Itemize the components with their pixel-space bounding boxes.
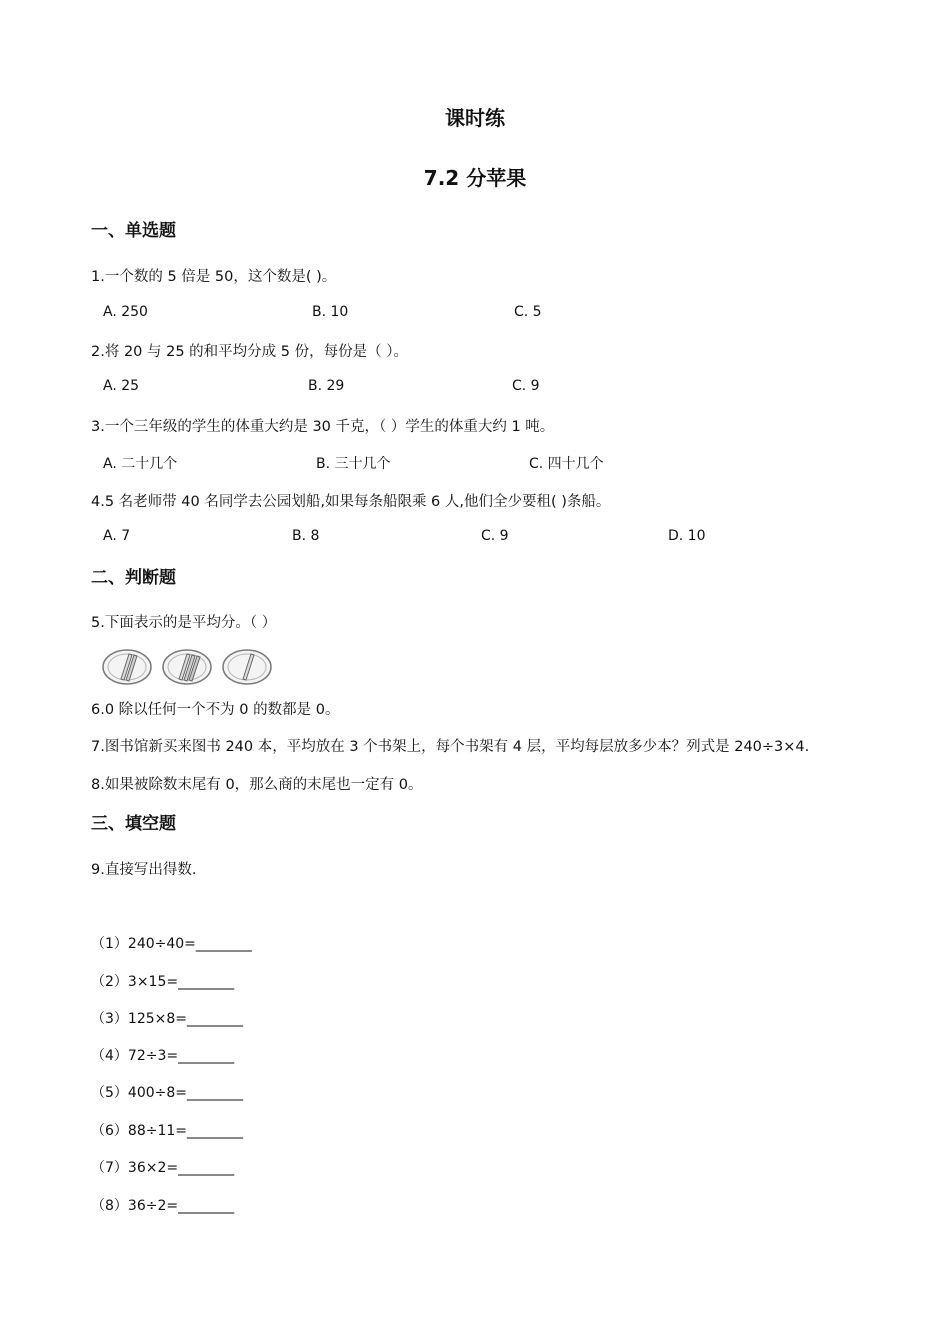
q3-option-a[interactable]: A. 二十几个: [103, 456, 178, 472]
q3-option-b[interactable]: B. 三十几个: [316, 456, 391, 472]
plates-illustration: [101, 646, 273, 692]
q4-option-c[interactable]: C. 9: [481, 528, 509, 544]
question-7: 7.图书馆新买来图书 240 本，平均放在 3 个书架上，每个书架有 4 层，平均每层放多少本？列式是 240÷3×4.: [91, 739, 810, 755]
q1-option-c[interactable]: C. 5: [514, 304, 542, 320]
question-4: 4.5 名老师带 40 名同学去公园划船,如果每条船限乘 6 人,他们全少要租( )条船。: [91, 494, 611, 510]
q2-option-b[interactable]: B. 29: [308, 378, 345, 394]
q1-option-a[interactable]: A. 250: [103, 304, 148, 320]
page-subtitle: 7.2 分苹果: [423, 166, 527, 190]
section-fill-blank: 三、填空题: [91, 814, 176, 834]
q9-item-7: （7）36×2=________: [91, 1160, 235, 1176]
q9-item-3: （3）125×8=________: [91, 1011, 243, 1027]
plate-3: [223, 650, 271, 684]
question-1: 1.一个数的 5 倍是 50，这个数是( )。: [91, 269, 337, 285]
question-3: 3.一个三年级的学生的体重大约是 30 千克，（ ）学生的体重大约 1 吨。: [91, 419, 555, 435]
q9-item-8: （8）36÷2=________: [91, 1198, 235, 1214]
q3-option-c[interactable]: C. 四十几个: [529, 456, 604, 472]
q9-item-5: （5）400÷8=________: [91, 1085, 243, 1101]
q9-item-2: （2）3×15=________: [91, 974, 235, 990]
plate-2: [163, 650, 211, 684]
question-5: 5.下面表示的是平均分。（ ）: [91, 615, 277, 631]
q4-option-a[interactable]: A. 7: [103, 528, 131, 544]
question-9: 9.直接写出得数.: [91, 862, 197, 878]
plate-1: [103, 650, 151, 684]
question-2: 2.将 20 与 25 的和平均分成 5 份，每份是（ ）。: [91, 344, 408, 360]
q9-item-1: （1）240÷40=________: [91, 936, 252, 952]
q4-option-d[interactable]: D. 10: [668, 528, 706, 544]
q2-option-a[interactable]: A. 25: [103, 378, 140, 394]
q2-option-c[interactable]: C. 9: [512, 378, 540, 394]
q1-option-b[interactable]: B. 10: [312, 304, 349, 320]
q4-option-b[interactable]: B. 8: [292, 528, 320, 544]
question-8: 8.如果被除数末尾有 0，那么商的末尾也一定有 0。: [91, 777, 423, 793]
question-6: 6.0 除以任何一个不为 0 的数都是 0。: [91, 702, 340, 718]
section-single-choice: 一、单选题: [91, 221, 176, 241]
section-true-false: 二、判断题: [91, 568, 176, 588]
q9-item-4: （4）72÷3=________: [91, 1048, 235, 1064]
q9-item-6: （6）88÷11=________: [91, 1123, 243, 1139]
plates-with-items-image: [101, 646, 273, 688]
page-title: 课时练: [445, 106, 505, 130]
